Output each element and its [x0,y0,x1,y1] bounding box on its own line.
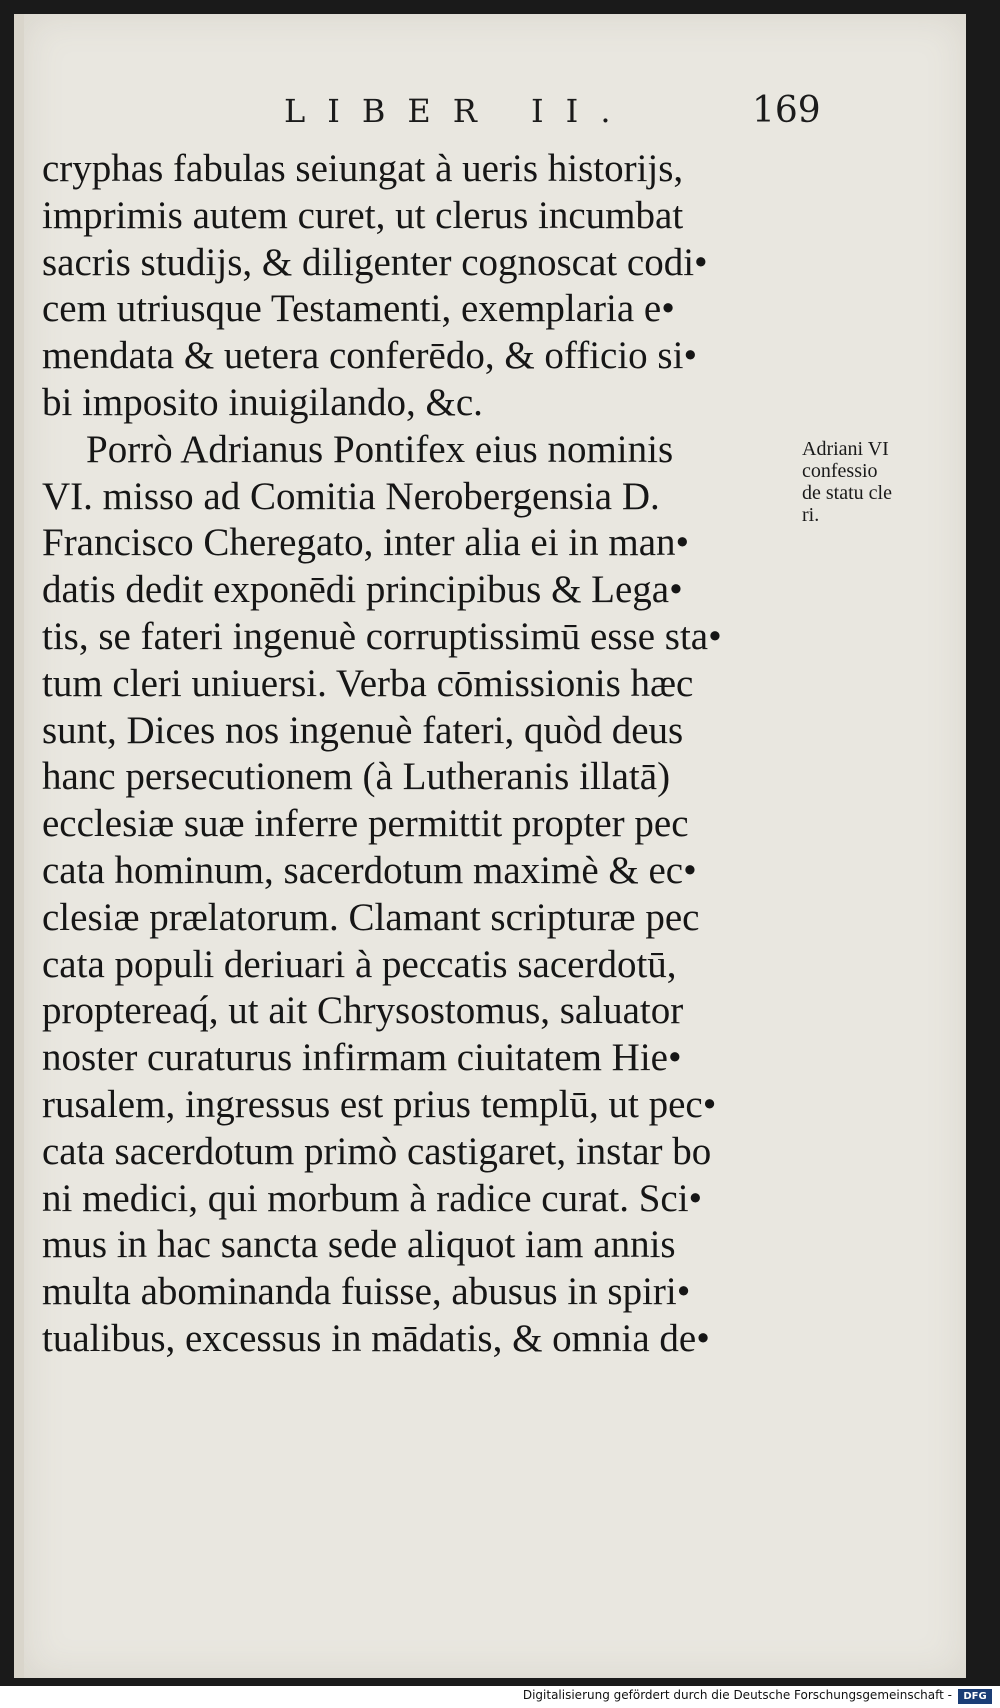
text-line: cata populi deriuari à peccatis sacerdotū, [42,942,677,986]
text-line: VI. misso ad Comitia Nerobergensia D. [42,474,660,518]
text-line: mus in hac sancta sede aliquot iam annis [42,1223,676,1267]
marginal-note-line: Adriani VI [802,438,889,460]
text-line: rusalem, ingressus est prius templū, ut pec• [42,1082,717,1126]
marginal-note-line: de statu cle [802,482,892,504]
text-line: cata hominum, sacerdotum maximè & ec• [42,848,697,892]
text-line: Francisco Cheregato, inter alia ei in man• [42,521,690,565]
marginal-note [802,438,952,526]
book-page [14,14,966,1678]
page-number: 169 [752,90,821,131]
text-line: noster curaturus infirmam ciuitatem Hie• [42,1036,682,1080]
main-text-block [42,146,812,1363]
text-line: ecclesiæ suæ inferre permittit propter pec [42,802,689,846]
text-line: ni medici, qui morbum à radice curat. Sci• [42,1176,703,1220]
text-line: bi imposito inuigilando, &c. [42,380,483,424]
funding-credit: Digitalisierung gefördert durch die Deutsche Forschungsgemeinschaft - [522,1688,952,1702]
dfg-logo-icon: DFG [958,1689,992,1704]
text-line: sacris studijs, & diligenter cognoscat codi• [42,240,708,284]
running-head: LIBER II. [284,92,633,130]
text-line: hanc persecutionem (à Lutheranis illatā) [42,755,671,799]
text-line: tum cleri uniuersi. Verba cōmissionis hæc [42,661,694,705]
marginal-note-line: confessio [802,460,878,482]
text-line: sunt, Dices nos ingenuè fateri, quòd deus [42,708,684,752]
text-line: imprimis autem curet, ut clerus incumbat [42,193,684,237]
text-line: mendata & uetera conferēdo, & officio si• [42,334,698,378]
digitization-footer [0,1686,1000,1708]
text-line: cryphas fabulas seiungat à ueris historijs, [42,147,684,190]
text-line: proptereaq́, ut ait Chrysostomus, saluator [42,989,684,1033]
text-line: multa abominanda fuisse, abusus in spiri• [42,1270,691,1314]
marginal-note-line: ri. [802,504,820,526]
text-line: tis, se fateri ingenuè corruptissimū esse sta• [42,614,722,658]
text-line: cata sacerdotum primò castigaret, instar bo [42,1129,712,1173]
text-line: datis dedit exponēdi principibus & Lega• [42,568,683,612]
text-line: tualibus, excessus in mādatis, & omnia de• [42,1316,710,1360]
text-line: clesiæ prælatorum. Clamant scripturæ pec [42,895,700,939]
text-line: Porrò Adrianus Pontifex eius nominis [86,427,674,471]
text-line: cem utriusque Testamenti, exemplaria e• [42,287,675,331]
